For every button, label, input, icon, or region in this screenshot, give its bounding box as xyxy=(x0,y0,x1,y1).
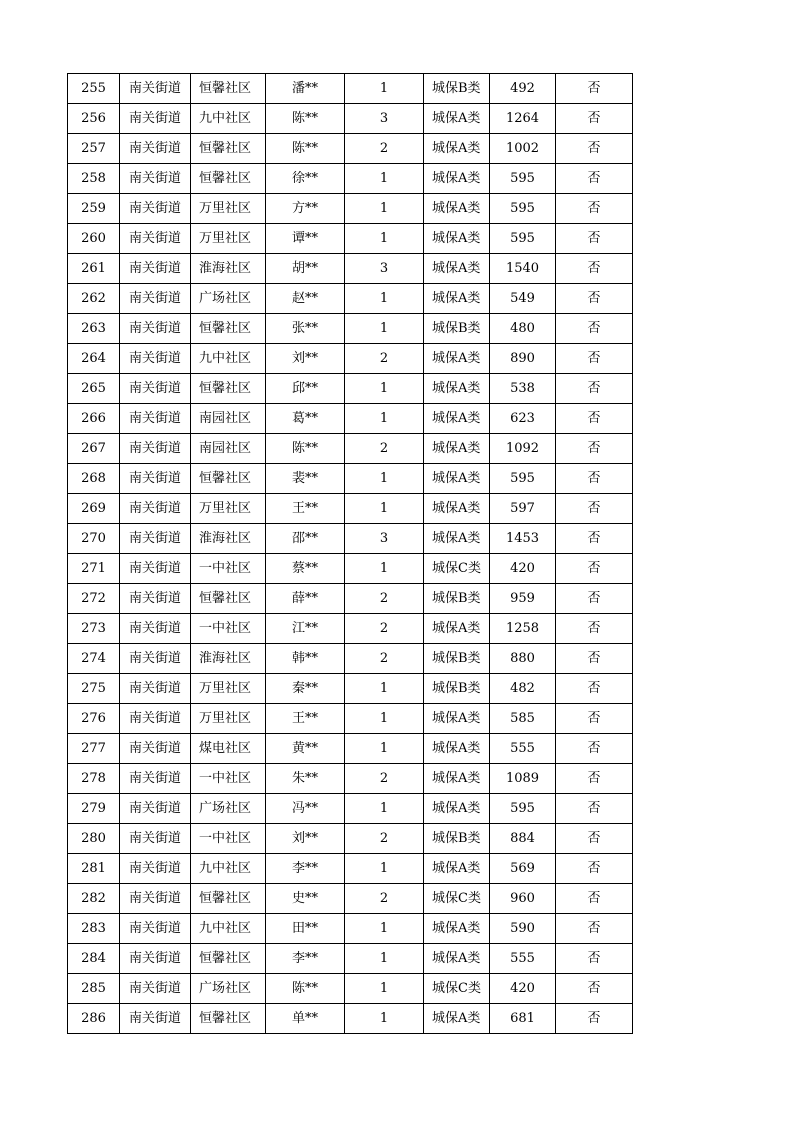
amount-cell: 480 xyxy=(490,314,556,344)
count-cell: 1 xyxy=(345,284,424,314)
index-cell: 255 xyxy=(68,74,120,104)
category-cell: 城保B类 xyxy=(424,824,490,854)
category-cell: 城保A类 xyxy=(424,134,490,164)
flag-cell: 否 xyxy=(556,74,633,104)
street-cell: 南关街道 xyxy=(120,164,191,194)
name-cell: 胡** xyxy=(266,254,345,284)
flag-cell: 否 xyxy=(556,524,633,554)
community-cell: 恒馨社区 xyxy=(191,374,266,404)
category-cell: 城保C类 xyxy=(424,974,490,1004)
index-cell: 263 xyxy=(68,314,120,344)
amount-cell: 595 xyxy=(490,194,556,224)
count-cell: 1 xyxy=(345,974,424,1004)
street-cell: 南关街道 xyxy=(120,434,191,464)
amount-cell: 890 xyxy=(490,344,556,374)
community-cell: 万里社区 xyxy=(191,494,266,524)
table-row xyxy=(68,494,633,524)
index-cell: 286 xyxy=(68,1004,120,1034)
name-cell: 单** xyxy=(266,1004,345,1034)
count-cell: 1 xyxy=(345,464,424,494)
index-cell: 270 xyxy=(68,524,120,554)
count-cell: 1 xyxy=(345,194,424,224)
category-cell: 城保A类 xyxy=(424,794,490,824)
count-cell: 1 xyxy=(345,734,424,764)
name-cell: 陈** xyxy=(266,104,345,134)
category-cell: 城保A类 xyxy=(424,524,490,554)
name-cell: 李** xyxy=(266,854,345,884)
community-cell: 淮海社区 xyxy=(191,524,266,554)
amount-cell: 1092 xyxy=(490,434,556,464)
table-row xyxy=(68,884,633,914)
index-cell: 275 xyxy=(68,674,120,704)
street-cell: 南关街道 xyxy=(120,404,191,434)
amount-cell: 1089 xyxy=(490,764,556,794)
street-cell: 南关街道 xyxy=(120,704,191,734)
amount-cell: 595 xyxy=(490,464,556,494)
name-cell: 王** xyxy=(266,704,345,734)
name-cell: 王** xyxy=(266,494,345,524)
street-cell: 南关街道 xyxy=(120,944,191,974)
flag-cell: 否 xyxy=(556,884,633,914)
index-cell: 273 xyxy=(68,614,120,644)
amount-cell: 623 xyxy=(490,404,556,434)
count-cell: 3 xyxy=(345,104,424,134)
amount-cell: 880 xyxy=(490,644,556,674)
community-cell: 淮海社区 xyxy=(191,644,266,674)
name-cell: 朱** xyxy=(266,764,345,794)
category-cell: 城保A类 xyxy=(424,614,490,644)
name-cell: 刘** xyxy=(266,344,345,374)
category-cell: 城保A类 xyxy=(424,1004,490,1034)
street-cell: 南关街道 xyxy=(120,884,191,914)
flag-cell: 否 xyxy=(556,554,633,584)
flag-cell: 否 xyxy=(556,644,633,674)
name-cell: 葛** xyxy=(266,404,345,434)
table-row xyxy=(68,344,633,374)
flag-cell: 否 xyxy=(556,494,633,524)
category-cell: 城保A类 xyxy=(424,764,490,794)
name-cell: 蔡** xyxy=(266,554,345,584)
count-cell: 1 xyxy=(345,914,424,944)
amount-cell: 555 xyxy=(490,944,556,974)
table-row xyxy=(68,764,633,794)
amount-cell: 1264 xyxy=(490,104,556,134)
name-cell: 邵** xyxy=(266,524,345,554)
street-cell: 南关街道 xyxy=(120,854,191,884)
category-cell: 城保A类 xyxy=(424,734,490,764)
index-cell: 269 xyxy=(68,494,120,524)
name-cell: 赵** xyxy=(266,284,345,314)
street-cell: 南关街道 xyxy=(120,74,191,104)
community-cell: 广场社区 xyxy=(191,794,266,824)
community-cell: 一中社区 xyxy=(191,824,266,854)
count-cell: 1 xyxy=(345,854,424,884)
street-cell: 南关街道 xyxy=(120,584,191,614)
flag-cell: 否 xyxy=(556,164,633,194)
category-cell: 城保A类 xyxy=(424,374,490,404)
amount-cell: 590 xyxy=(490,914,556,944)
table-row xyxy=(68,194,633,224)
count-cell: 1 xyxy=(345,1004,424,1034)
flag-cell: 否 xyxy=(556,734,633,764)
category-cell: 城保A类 xyxy=(424,164,490,194)
category-cell: 城保A类 xyxy=(424,494,490,524)
name-cell: 韩** xyxy=(266,644,345,674)
index-cell: 264 xyxy=(68,344,120,374)
community-cell: 恒馨社区 xyxy=(191,164,266,194)
index-cell: 262 xyxy=(68,284,120,314)
count-cell: 2 xyxy=(345,434,424,464)
amount-cell: 595 xyxy=(490,794,556,824)
table-row xyxy=(68,164,633,194)
flag-cell: 否 xyxy=(556,704,633,734)
index-cell: 279 xyxy=(68,794,120,824)
category-cell: 城保B类 xyxy=(424,674,490,704)
amount-cell: 569 xyxy=(490,854,556,884)
community-cell: 万里社区 xyxy=(191,704,266,734)
flag-cell: 否 xyxy=(556,434,633,464)
name-cell: 薛** xyxy=(266,584,345,614)
street-cell: 南关街道 xyxy=(120,374,191,404)
community-cell: 恒馨社区 xyxy=(191,1004,266,1034)
community-cell: 一中社区 xyxy=(191,554,266,584)
flag-cell: 否 xyxy=(556,404,633,434)
index-cell: 261 xyxy=(68,254,120,284)
amount-cell: 959 xyxy=(490,584,556,614)
name-cell: 江** xyxy=(266,614,345,644)
name-cell: 冯** xyxy=(266,794,345,824)
name-cell: 黄** xyxy=(266,734,345,764)
community-cell: 恒馨社区 xyxy=(191,74,266,104)
category-cell: 城保A类 xyxy=(424,284,490,314)
table-row xyxy=(68,554,633,584)
index-cell: 259 xyxy=(68,194,120,224)
table-row xyxy=(68,914,633,944)
table-row xyxy=(68,464,633,494)
community-cell: 万里社区 xyxy=(191,224,266,254)
table-row xyxy=(68,944,633,974)
amount-cell: 549 xyxy=(490,284,556,314)
table-row xyxy=(68,284,633,314)
count-cell: 2 xyxy=(345,644,424,674)
category-cell: 城保A类 xyxy=(424,404,490,434)
category-cell: 城保A类 xyxy=(424,854,490,884)
community-cell: 九中社区 xyxy=(191,914,266,944)
index-cell: 278 xyxy=(68,764,120,794)
count-cell: 2 xyxy=(345,134,424,164)
category-cell: 城保B类 xyxy=(424,74,490,104)
index-cell: 257 xyxy=(68,134,120,164)
count-cell: 1 xyxy=(345,404,424,434)
count-cell: 2 xyxy=(345,344,424,374)
flag-cell: 否 xyxy=(556,944,633,974)
count-cell: 2 xyxy=(345,824,424,854)
flag-cell: 否 xyxy=(556,194,633,224)
amount-cell: 482 xyxy=(490,674,556,704)
street-cell: 南关街道 xyxy=(120,134,191,164)
table-row xyxy=(68,104,633,134)
count-cell: 3 xyxy=(345,254,424,284)
street-cell: 南关街道 xyxy=(120,284,191,314)
index-cell: 285 xyxy=(68,974,120,1004)
index-cell: 267 xyxy=(68,434,120,464)
count-cell: 2 xyxy=(345,584,424,614)
community-cell: 恒馨社区 xyxy=(191,134,266,164)
amount-cell: 595 xyxy=(490,224,556,254)
table-row xyxy=(68,854,633,884)
flag-cell: 否 xyxy=(556,464,633,494)
amount-cell: 492 xyxy=(490,74,556,104)
community-cell: 恒馨社区 xyxy=(191,884,266,914)
count-cell: 1 xyxy=(345,674,424,704)
table-row xyxy=(68,224,633,254)
street-cell: 南关街道 xyxy=(120,764,191,794)
count-cell: 1 xyxy=(345,944,424,974)
table-row xyxy=(68,794,633,824)
community-cell: 南园社区 xyxy=(191,434,266,464)
amount-cell: 1258 xyxy=(490,614,556,644)
street-cell: 南关街道 xyxy=(120,554,191,584)
category-cell: 城保A类 xyxy=(424,914,490,944)
flag-cell: 否 xyxy=(556,854,633,884)
category-cell: 城保A类 xyxy=(424,194,490,224)
category-cell: 城保C类 xyxy=(424,884,490,914)
community-cell: 万里社区 xyxy=(191,194,266,224)
index-cell: 260 xyxy=(68,224,120,254)
flag-cell: 否 xyxy=(556,344,633,374)
index-cell: 280 xyxy=(68,824,120,854)
community-cell: 九中社区 xyxy=(191,344,266,374)
index-cell: 265 xyxy=(68,374,120,404)
table-row xyxy=(68,674,633,704)
flag-cell: 否 xyxy=(556,824,633,854)
category-cell: 城保A类 xyxy=(424,254,490,284)
category-cell: 城保A类 xyxy=(424,104,490,134)
flag-cell: 否 xyxy=(556,104,633,134)
table-row xyxy=(68,614,633,644)
amount-cell: 420 xyxy=(490,974,556,1004)
amount-cell: 595 xyxy=(490,164,556,194)
name-cell: 张** xyxy=(266,314,345,344)
count-cell: 1 xyxy=(345,794,424,824)
table-row xyxy=(68,434,633,464)
street-cell: 南关街道 xyxy=(120,494,191,524)
count-cell: 1 xyxy=(345,74,424,104)
index-cell: 277 xyxy=(68,734,120,764)
table-row xyxy=(68,254,633,284)
category-cell: 城保A类 xyxy=(424,224,490,254)
count-cell: 1 xyxy=(345,494,424,524)
flag-cell: 否 xyxy=(556,614,633,644)
index-cell: 258 xyxy=(68,164,120,194)
community-cell: 九中社区 xyxy=(191,104,266,134)
street-cell: 南关街道 xyxy=(120,644,191,674)
community-cell: 万里社区 xyxy=(191,674,266,704)
index-cell: 268 xyxy=(68,464,120,494)
name-cell: 谭** xyxy=(266,224,345,254)
community-cell: 一中社区 xyxy=(191,764,266,794)
community-cell: 南园社区 xyxy=(191,404,266,434)
count-cell: 1 xyxy=(345,704,424,734)
table-row xyxy=(68,1004,633,1034)
category-cell: 城保A类 xyxy=(424,344,490,374)
name-cell: 陈** xyxy=(266,434,345,464)
count-cell: 1 xyxy=(345,224,424,254)
flag-cell: 否 xyxy=(556,284,633,314)
table-body xyxy=(68,74,633,1034)
table-row xyxy=(68,134,633,164)
count-cell: 2 xyxy=(345,614,424,644)
count-cell: 2 xyxy=(345,884,424,914)
flag-cell: 否 xyxy=(556,224,633,254)
street-cell: 南关街道 xyxy=(120,344,191,374)
amount-cell: 597 xyxy=(490,494,556,524)
name-cell: 方** xyxy=(266,194,345,224)
flag-cell: 否 xyxy=(556,974,633,1004)
count-cell: 1 xyxy=(345,314,424,344)
count-cell: 1 xyxy=(345,554,424,584)
street-cell: 南关街道 xyxy=(120,104,191,134)
index-cell: 256 xyxy=(68,104,120,134)
flag-cell: 否 xyxy=(556,374,633,404)
category-cell: 城保A类 xyxy=(424,704,490,734)
name-cell: 田** xyxy=(266,914,345,944)
data-table xyxy=(67,73,633,1034)
table-row xyxy=(68,734,633,764)
count-cell: 3 xyxy=(345,524,424,554)
table-row xyxy=(68,974,633,1004)
street-cell: 南关街道 xyxy=(120,1004,191,1034)
community-cell: 恒馨社区 xyxy=(191,944,266,974)
count-cell: 1 xyxy=(345,164,424,194)
street-cell: 南关街道 xyxy=(120,254,191,284)
name-cell: 史** xyxy=(266,884,345,914)
street-cell: 南关街道 xyxy=(120,674,191,704)
amount-cell: 1453 xyxy=(490,524,556,554)
street-cell: 南关街道 xyxy=(120,464,191,494)
flag-cell: 否 xyxy=(556,314,633,344)
street-cell: 南关街道 xyxy=(120,194,191,224)
name-cell: 邱** xyxy=(266,374,345,404)
table-row xyxy=(68,404,633,434)
community-cell: 一中社区 xyxy=(191,614,266,644)
community-cell: 淮海社区 xyxy=(191,254,266,284)
street-cell: 南关街道 xyxy=(120,734,191,764)
community-cell: 广场社区 xyxy=(191,284,266,314)
community-cell: 广场社区 xyxy=(191,974,266,1004)
amount-cell: 681 xyxy=(490,1004,556,1034)
category-cell: 城保B类 xyxy=(424,314,490,344)
community-cell: 恒馨社区 xyxy=(191,464,266,494)
table-row xyxy=(68,704,633,734)
flag-cell: 否 xyxy=(556,584,633,614)
street-cell: 南关街道 xyxy=(120,914,191,944)
name-cell: 潘** xyxy=(266,74,345,104)
category-cell: 城保A类 xyxy=(424,464,490,494)
table-row xyxy=(68,644,633,674)
amount-cell: 1002 xyxy=(490,134,556,164)
index-cell: 271 xyxy=(68,554,120,584)
flag-cell: 否 xyxy=(556,764,633,794)
amount-cell: 960 xyxy=(490,884,556,914)
flag-cell: 否 xyxy=(556,794,633,824)
community-cell: 恒馨社区 xyxy=(191,314,266,344)
street-cell: 南关街道 xyxy=(120,824,191,854)
category-cell: 城保A类 xyxy=(424,434,490,464)
name-cell: 刘** xyxy=(266,824,345,854)
count-cell: 2 xyxy=(345,764,424,794)
table-row xyxy=(68,584,633,614)
index-cell: 266 xyxy=(68,404,120,434)
count-cell: 1 xyxy=(345,374,424,404)
index-cell: 283 xyxy=(68,914,120,944)
table-row xyxy=(68,524,633,554)
street-cell: 南关街道 xyxy=(120,974,191,1004)
street-cell: 南关街道 xyxy=(120,614,191,644)
amount-cell: 585 xyxy=(490,704,556,734)
category-cell: 城保C类 xyxy=(424,554,490,584)
community-cell: 恒馨社区 xyxy=(191,584,266,614)
name-cell: 徐** xyxy=(266,164,345,194)
index-cell: 276 xyxy=(68,704,120,734)
flag-cell: 否 xyxy=(556,254,633,284)
flag-cell: 否 xyxy=(556,914,633,944)
category-cell: 城保A类 xyxy=(424,944,490,974)
name-cell: 陈** xyxy=(266,134,345,164)
amount-cell: 884 xyxy=(490,824,556,854)
index-cell: 284 xyxy=(68,944,120,974)
community-cell: 煤电社区 xyxy=(191,734,266,764)
amount-cell: 538 xyxy=(490,374,556,404)
index-cell: 272 xyxy=(68,584,120,614)
index-cell: 274 xyxy=(68,644,120,674)
name-cell: 陈** xyxy=(266,974,345,1004)
table-row xyxy=(68,824,633,854)
amount-cell: 1540 xyxy=(490,254,556,284)
flag-cell: 否 xyxy=(556,134,633,164)
amount-cell: 555 xyxy=(490,734,556,764)
index-cell: 281 xyxy=(68,854,120,884)
index-cell: 282 xyxy=(68,884,120,914)
name-cell: 秦** xyxy=(266,674,345,704)
street-cell: 南关街道 xyxy=(120,314,191,344)
flag-cell: 否 xyxy=(556,1004,633,1034)
name-cell: 裴** xyxy=(266,464,345,494)
table-row xyxy=(68,374,633,404)
street-cell: 南关街道 xyxy=(120,794,191,824)
table-row xyxy=(68,74,633,104)
category-cell: 城保B类 xyxy=(424,644,490,674)
table-row xyxy=(68,314,633,344)
category-cell: 城保B类 xyxy=(424,584,490,614)
street-cell: 南关街道 xyxy=(120,224,191,254)
community-cell: 九中社区 xyxy=(191,854,266,884)
street-cell: 南关街道 xyxy=(120,524,191,554)
name-cell: 李** xyxy=(266,944,345,974)
flag-cell: 否 xyxy=(556,674,633,704)
amount-cell: 420 xyxy=(490,554,556,584)
